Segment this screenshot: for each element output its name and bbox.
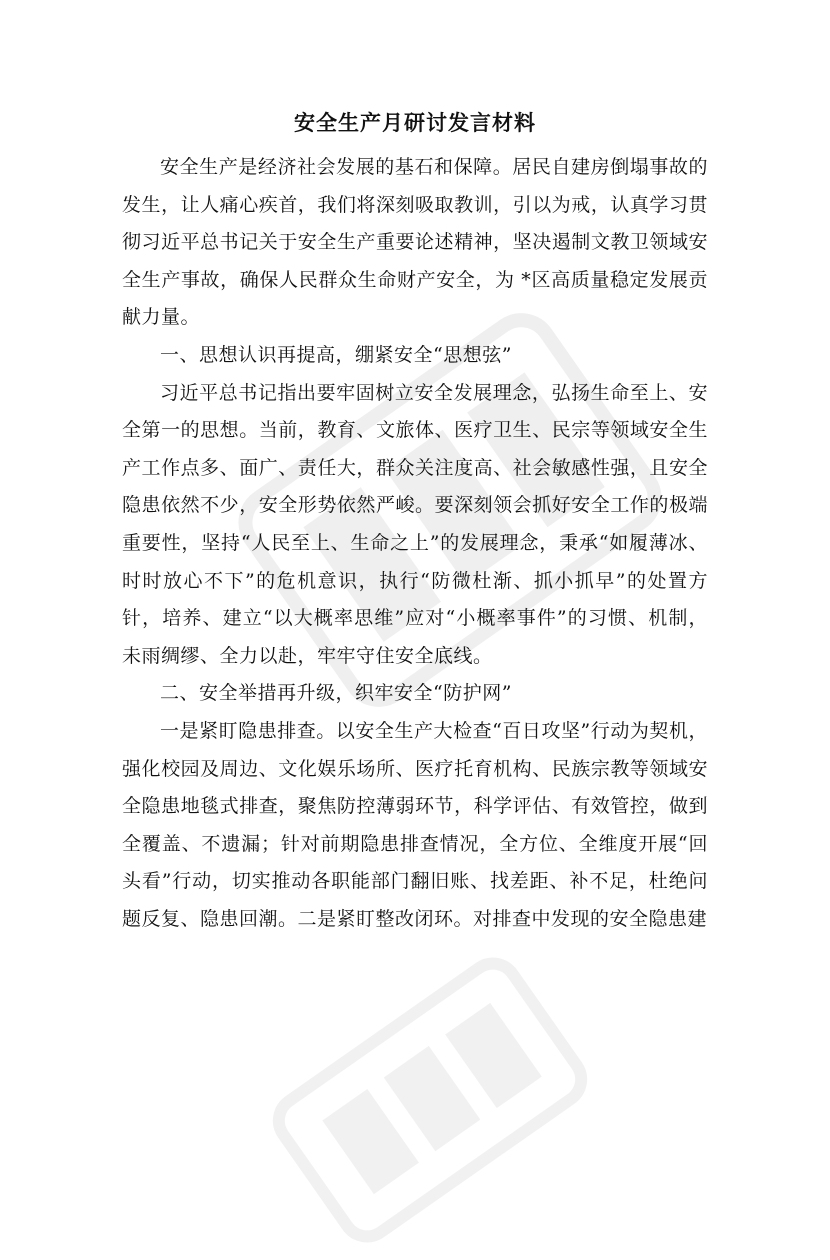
document-page (122, 103, 708, 938)
intro-paragraph: 安全生产是经济社会发展的基石和保障。居民自建房倒塌事故的发生，让人痛心疾首，我们将深刻吸取教训，引以为戒，认真学习贯彻习近平总书记关于安全生产重要论述精神，坚决遏制文教卫领域安全生产事故，确保人民群众生命财产安全，为 *区高质量稳定发展贡献力量。 (122, 156, 708, 329)
watermark-logo-bottom (256, 940, 605, 1260)
section-1-paragraph: 习近平总书记指出要牢固树立安全发展理念，弘扬生命至上、安全第一的思想。当前，教育、文旅体、医疗卫生、民宗等领域安全生产工作点多、面广、责任大，群众关注度高、社会敏感性强，且安全隐患依然不少，安全形势依然严峻。要深刻领会抓好安全工作的极端重要性，坚持“人民至上、生命之上”的发展理念，秉承“如履薄冰、时时放心不下”的危机意识，执行“防微杜渐、抓小抓早”的处置方针，培养、建立“以大概率思维”应对“小概率事件”的习惯、机制，未雨绸缪、全力以赴，牢牢守住安全底线。 (122, 381, 708, 667)
document-title: 安全生产月研讨发言材料 (294, 110, 536, 135)
section-heading-2: 二、安全举措再升级，织牢安全“防护网” (160, 682, 512, 705)
section-2-paragraph: 一是紧盯隐患排查。以安全生产大检查“百日攻坚”行动为契机，强化校园及周边、文化娱乐场所、医疗托育机构、民族宗教等领域安全隐患地毯式排查，聚焦防控薄弱环节，科学评估、有效管控，做到全覆盖、不遗漏；针对前期隐患排查情况，全方位、全维度开展“回头看”行动，切实推动各职能部门翻旧账、找差距、补不足，杜绝问题反复、隐患回潮。二是紧盯整改闭环。对排查中发现的安全隐患建 (122, 719, 708, 930)
section-heading-1: 一、思想认识再提高，绷紧安全“思想弦” (160, 343, 512, 366)
